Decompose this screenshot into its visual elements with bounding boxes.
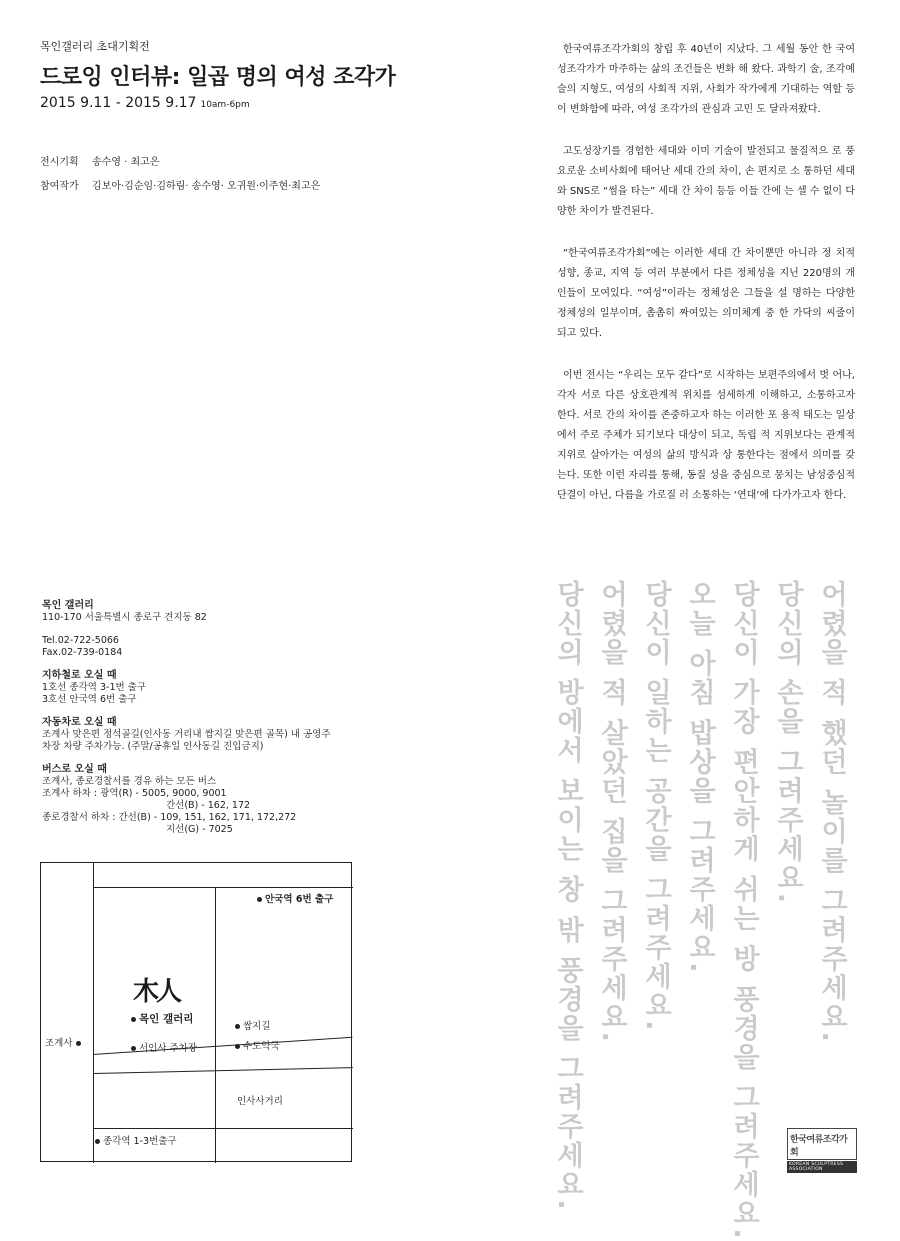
map-label-parking — [131, 1040, 197, 1054]
exhibition-statement — [557, 40, 855, 528]
date-range: 2015 9.11 - 2015 9.17 — [40, 95, 197, 111]
drawing-prompt: 어렸을 적 했던 놀이를 그려주세요. — [816, 580, 847, 1044]
drawing-prompt: 당신의 손을 그려주세요. — [772, 580, 803, 906]
credit-value: 송수영 · 최고은 — [92, 157, 160, 168]
map-marker — [235, 1024, 240, 1029]
map-label-text: 종각역 1-3번출구 — [103, 1136, 177, 1147]
credit-artists — [40, 177, 320, 192]
location-map — [40, 862, 352, 1162]
drawing-prompt: 당신이 가장 편안하게 쉬는 방 풍경을 그려주세요. — [728, 580, 759, 1241]
car-title: 자동차로 오실 때 — [42, 717, 117, 728]
map-label-text: 쌈지길 — [243, 1021, 271, 1032]
map-marker — [95, 1139, 100, 1144]
map-road — [93, 1128, 353, 1129]
map-marker — [257, 897, 262, 902]
gallery-address: 110-170 서울특별시 종로구 견지동 82 — [42, 612, 207, 623]
drawing-prompt: 당신의 방에서 보이는 창 밖 풍경을 그려주세요. — [552, 580, 583, 1212]
gallery-info — [42, 600, 382, 847]
exhibition-dates — [40, 95, 250, 111]
map-label-ssamzigil — [235, 1018, 271, 1032]
gallery-name: 목인 갤러리 — [42, 600, 94, 611]
map-label-jonggak — [95, 1133, 177, 1147]
association-logo — [787, 1128, 857, 1172]
car-directions — [42, 717, 382, 753]
statement-paragraph: “한국여류조각가회”에는 이러한 세대 간 차이뿐만 아니라 정 치적 성향, 종교, 지역 등 여러 부분에서 다른 정체성을 지닌 220명의 개인들이 모여있다. “여성”이라는 정체성은 그들을 설 명하는 다양한 정체성의 일부이며, 촘촘히 짜여있는 의미체계 중 한 가닥의 씨줄이 되고 있다. — [557, 248, 855, 339]
exhibition-kicker: 목인갤러리 초대기획전 — [40, 40, 150, 53]
association-logo-korean: 한국여류조각가회 — [787, 1128, 857, 1160]
map-marker — [131, 1017, 136, 1022]
statement-paragraph: 고도성장기를 경험한 세대와 이미 기술이 발전되고 물질적으 로 풍요로운 소비사회에 태어난 세대 간의 차이, 손 편지로 소 통하던 세대와 SNS로 “썸을 타는” 세대 간 차이 등등 이들 간에 는 셀 수 없이 다양한 차이가 발견된다. — [557, 146, 855, 217]
direction-line: 차장 차량 주차가능. (주말/공휴일 인사동길 진입금지) — [42, 741, 264, 752]
map-label-pharmacy — [235, 1038, 280, 1052]
credit-curators — [40, 153, 160, 168]
map-label-jogyesa — [45, 1035, 84, 1049]
gallery-address-block — [42, 600, 382, 624]
direction-line: 조계사 맞은편 정석골길(인사동 거리내 쌈지길 맞은편 골목) 내 공영주 — [42, 729, 331, 740]
map-label-insadong: 인사사거리 — [237, 1096, 283, 1107]
drawing-prompt: 오늘 아침 밥상을 그려주세요. — [684, 580, 715, 975]
direction-line: 조계사 하차 : 광역(R) - 5005, 9000, 9001 — [42, 788, 227, 799]
subway-directions — [42, 670, 382, 706]
page-title: 드로잉 인터뷰: 일곱 명의 여성 조각가 — [40, 65, 396, 90]
map-label-text: 수도약국 — [243, 1041, 280, 1052]
opening-hours: 10am-6pm — [200, 100, 250, 110]
map-marker — [76, 1041, 81, 1046]
statement-paragraph: 이번 전시는 “우리는 모두 같다”로 시작하는 보편주의에서 벗 어나, 각자 서로 다른 상호관계적 위치를 섬세하게 이해하고, 소통하고자 한다. 서로 간의 차이를 존중하고자 하는 이러한 포 용적 태도는 일상에서 주로 주체가 되기보다 대상이 되고, 독립 적 지위보다는 관계적 지위로 살아가는 여성의 삶의 방식과 상 통한다는 점에서 의미를 갖는다. 또한 이런 자리를 통해, 동질 성을 중심으로 뭉치는 남성중심적 단결이 아닌, 다름을 가로질 러 소통하는 ‘연대’에 다가가고자 한다. — [557, 370, 855, 501]
map-label-text: 목인 갤러리 — [139, 1013, 194, 1025]
gallery-tel: Tel.02-722-5066 — [42, 635, 119, 646]
subway-title: 지하철로 오실 때 — [42, 670, 117, 681]
gallery-logo-icon: 木人 — [133, 977, 180, 1007]
map-label-anguk — [257, 891, 333, 905]
map-road — [93, 887, 353, 888]
direction-line: 3호선 안국역 6번 출구 — [42, 694, 137, 705]
map-road — [93, 1067, 353, 1074]
credit-label: 참여작가 — [40, 181, 79, 192]
direction-line: 1호선 종각역 3-1번 출구 — [42, 682, 147, 693]
bus-directions — [42, 764, 382, 836]
direction-line: 지선(G) - 7025 — [166, 824, 233, 835]
map-road — [215, 887, 216, 1163]
map-road — [93, 863, 94, 1163]
map-label-text: 조계사 — [45, 1038, 73, 1049]
drawing-prompt: 당신이 일하는 공간을 그려주세요. — [640, 580, 671, 1033]
drawing-prompt: 어렸을 적 살았던 집을 그려주세요. — [596, 580, 627, 1044]
map-marker — [131, 1046, 136, 1051]
statement-paragraph: 한국여류조각가회의 창립 후 40년이 지났다. 그 세월 동안 한 국여성조각가가 마주하는 삶의 조건들은 변화 해 왔다. 과학기 술, 조각예술의 지형도, 여성의 사회적 지위, 사회가 작가에게 기대하는 역할 등이 변화함에 따라, 여성 조각가의 관심과 고민 도 달라져왔다. — [557, 44, 855, 115]
bus-title: 버스로 오실 때 — [42, 764, 107, 775]
map-marker — [235, 1044, 240, 1049]
direction-line: 간선(B) - 162, 172 — [166, 800, 251, 811]
gallery-fax: Fax.02-739-0184 — [42, 647, 123, 658]
direction-line: 종로경찰서 하차 : 간선(B) - 109, 151, 162, 171, 172,272 — [42, 812, 297, 823]
map-label-gallery — [131, 1011, 193, 1026]
credit-value: 김보아·김순임·김하림· 송수영· 오귀원·이주현·최고은 — [92, 181, 321, 192]
direction-line: 조계사, 종로경찰서를 경유 하는 모든 버스 — [42, 776, 217, 787]
map-label-text: 안국역 6번 출구 — [265, 894, 334, 905]
map-label-text: 서인사 주차장 — [139, 1043, 198, 1054]
credit-label: 전시기획 — [40, 157, 79, 168]
contact-block — [42, 635, 382, 659]
association-logo-english: KOREAN SCULPTRESS ASSOCIATION — [787, 1161, 857, 1173]
